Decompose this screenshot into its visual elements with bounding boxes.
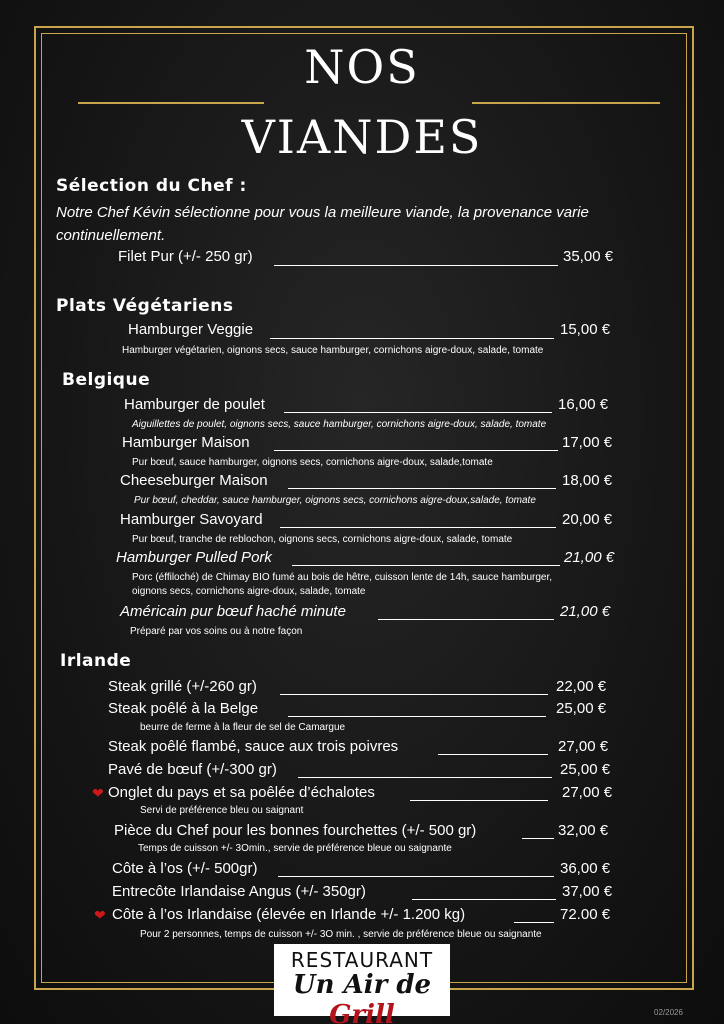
menu-item-price: 15,00 € [560, 321, 611, 338]
section-title-irlande: Irlande [60, 651, 132, 671]
menu-item-price: 21,00 € [564, 549, 615, 566]
chef-intro-line2: continuellement. [56, 227, 166, 244]
menu-item-price: 27,00 € [562, 784, 613, 801]
menu-item-price: 32,00 € [558, 822, 609, 839]
dotted-leader [438, 754, 548, 755]
dotted-leader [288, 716, 546, 717]
dotted-leader [270, 338, 554, 339]
menu-item-description: beurre de ferme à la fleur de sel de Camargue [140, 722, 346, 733]
menu-item-name: Hamburger de poulet [124, 396, 265, 413]
dotted-leader [522, 838, 554, 839]
dotted-leader [274, 450, 558, 451]
menu-item-price: 37,00 € [562, 883, 613, 900]
menu-item-name: Pièce du Chef pour les bonnes fourchettes (+/- 500 gr) [114, 822, 477, 839]
menu-item-description: oignons secs, cornichons aigre-doux, salade, tomate [132, 586, 366, 597]
menu-item-description: Pur bœuf, cheddar, sauce hamburger, oignons secs, cornichons aigre-doux,salade, tomate [134, 495, 536, 506]
menu-item-description: Pour 2 personnes, temps de cuisson +/- 3O min. , servie de préférence bleue ou saignante [140, 929, 542, 940]
menu-item-name: Hamburger Pulled Pork [116, 549, 272, 566]
logo-restaurant-text: RESTAURANT [290, 948, 434, 972]
menu-item-name: Filet Pur (+/- 250 gr) [118, 248, 253, 265]
menu-item-name: Steak poêlé flambé, sauce aux trois poivres [108, 738, 399, 755]
menu-item-name: Hamburger Veggie [128, 321, 254, 338]
menu-item-name: Hamburger Maison [122, 434, 250, 451]
dotted-leader [280, 694, 548, 695]
dotted-leader [412, 899, 556, 900]
menu-item-name: Côte à l’os (+/- 500gr) [112, 860, 258, 877]
logo-name [274, 970, 450, 1024]
page-title-line1: NOS [304, 40, 420, 94]
section-title-vegetarian: Plats Végétariens [56, 296, 234, 316]
section-title-chef: Sélection du Chef : [56, 176, 247, 196]
menu-item-price: 20,00 € [562, 511, 613, 528]
logo-name-part1: Un Air de [292, 970, 432, 1000]
menu-item-description: Servi de préférence bleu ou saignant [140, 805, 304, 816]
dotted-leader [284, 412, 552, 413]
menu-item-name: Steak poêlé à la Belge [108, 700, 259, 717]
menu-item-price: 25,00 € [560, 761, 611, 778]
dotted-leader [378, 619, 554, 620]
dotted-leader [298, 777, 552, 778]
menu-item-price: 25,00 € [556, 700, 607, 717]
restaurant-logo [274, 944, 450, 1024]
menu-item-name: Pavé de bœuf (+/-300 gr) [108, 761, 277, 778]
menu-item-name: Hamburger Savoyard [120, 511, 263, 528]
dotted-leader [514, 922, 554, 923]
dotted-leader [292, 565, 560, 566]
menu-item-price: 17,00 € [562, 434, 613, 451]
heart-icon: ❤ [92, 785, 104, 801]
menu-item-price: 72.00 € [560, 906, 611, 923]
chef-intro-line1: Notre Chef Kévin sélectionne pour vous la meilleure viande, la provenance varie [56, 204, 589, 221]
dotted-leader [410, 800, 548, 801]
menu-item-description: Aiguillettes de poulet, oignons secs, sauce hamburger, cornichons aigre-doux, salade, tomate [132, 419, 547, 430]
menu-item-price: 22,00 € [556, 678, 607, 695]
menu-item-name: Onglet du pays et sa poêlée d’échalotes [108, 784, 375, 801]
heart-icon: ❤ [94, 907, 106, 923]
menu-item-price: 18,00 € [562, 472, 613, 489]
menu-item-name: Cheeseburger Maison [120, 472, 268, 489]
dotted-leader [278, 876, 554, 877]
menu-item-name: Côte à l’os Irlandaise (élevée en Irlande +/- 1.200 kg) [112, 906, 466, 923]
dotted-leader [288, 488, 556, 489]
menu-item-description: Porc (éffiloché) de Chimay BIO fumé au bois de hêtre, cuisson lente de 14h, sauce hamburger, [132, 572, 553, 583]
menu-item-description: Pur bœuf, tranche de reblochon, oignons secs, cornichons aigre-doux, salade, tomate [132, 534, 513, 545]
menu-item-price: 16,00 € [558, 396, 609, 413]
menu-item-price: 35,00 € [563, 248, 614, 265]
menu-item-description: Préparé par vos soins ou à notre façon [130, 626, 303, 637]
menu-item-description: Temps de cuisson +/- 3Omin., servie de préférence bleue ou saignante [138, 843, 452, 854]
date-code: 02/2026 [654, 1008, 683, 1017]
logo-name-part2: Grill [329, 1000, 395, 1024]
menu-item-price: 27,00 € [558, 738, 609, 755]
menu-item-description: Hamburger végétarien, oignons secs, sauce hamburger, cornichons aigre-doux, salade, tomate [122, 345, 544, 356]
menu-item-name: Steak grillé (+/-260 gr) [108, 678, 257, 695]
page-title-line2: VIANDES [241, 110, 483, 164]
menu-item-price: 36,00 € [560, 860, 611, 877]
menu-item-description: Pur bœuf, sauce hamburger, oignons secs, cornichons aigre-doux, salade,tomate [132, 457, 493, 468]
menu-item-name: Américain pur bœuf haché minute [120, 603, 346, 620]
menu-item-price: 21,00 € [560, 603, 611, 620]
dotted-leader [274, 265, 558, 266]
section-title-belgique: Belgique [62, 370, 151, 390]
title-divider-right [472, 102, 660, 104]
dotted-leader [280, 527, 556, 528]
title-divider-left [78, 102, 264, 104]
menu-item-name: Entrecôte Irlandaise Angus (+/- 350gr) [112, 883, 366, 900]
